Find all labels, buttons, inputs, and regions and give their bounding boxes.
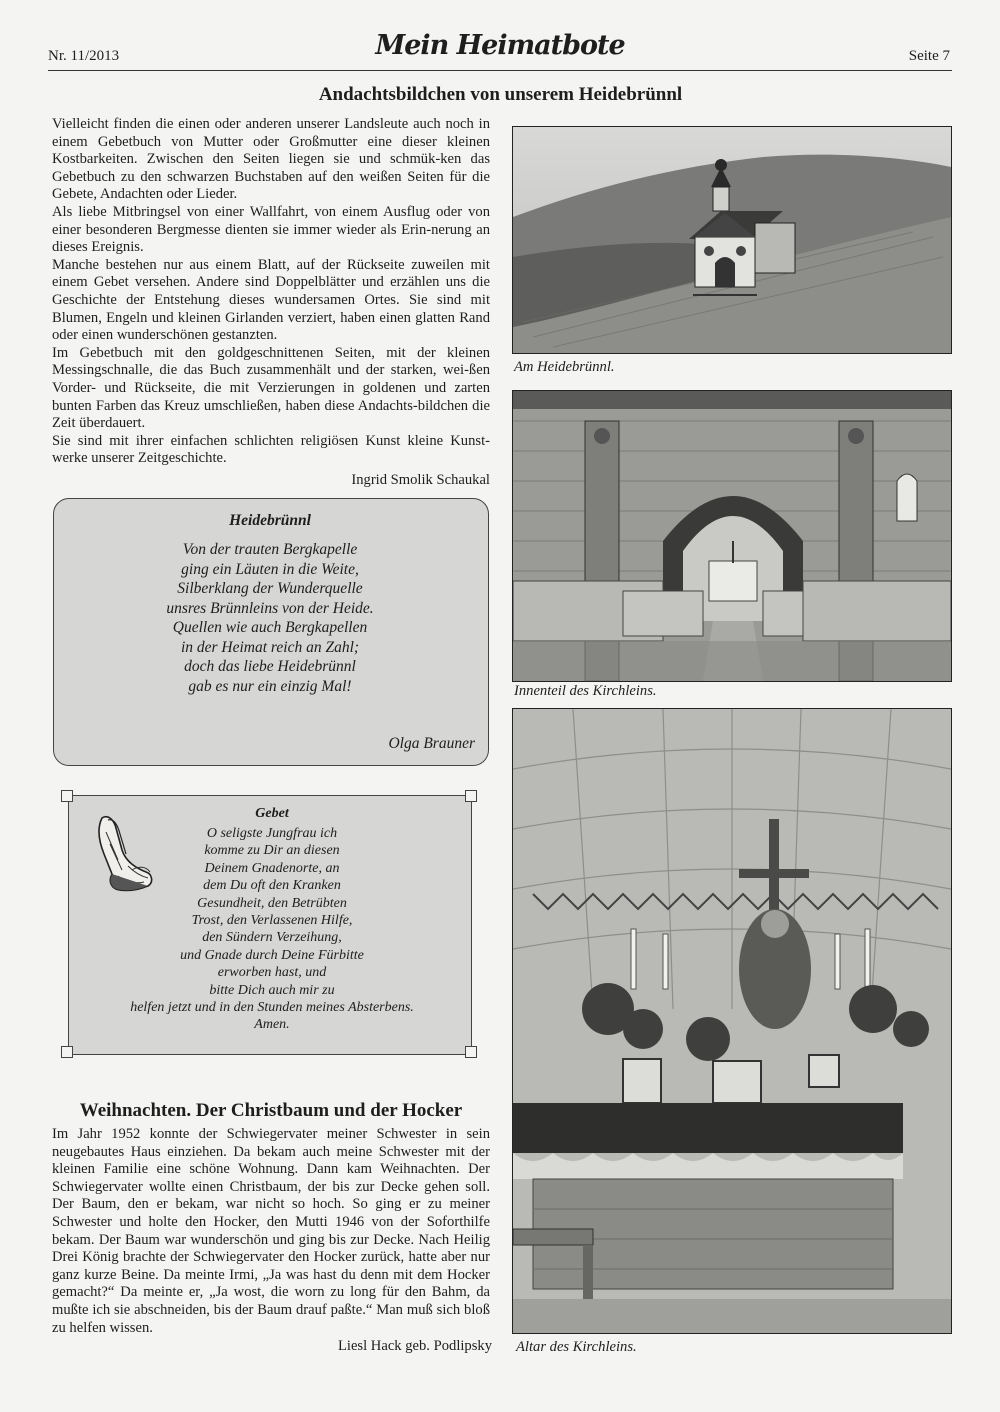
poem-line: Silberklang der Wunderquelle bbox=[177, 580, 363, 597]
poem-line: ging ein Läuten in die Weite, bbox=[181, 560, 359, 578]
poem-title: Heidebrünnl bbox=[229, 512, 311, 529]
box-corner-ornament bbox=[465, 790, 477, 802]
prayer-line: erworben hast, und bbox=[217, 965, 327, 981]
prayer-line: und Gnade durch Deine Fürbitte bbox=[180, 947, 364, 963]
article1-title: Andachtsbildchen von unserem Heidebrünnl bbox=[318, 84, 683, 105]
photo2-caption: Innenteil des Kirchleins. bbox=[514, 683, 657, 699]
photo1-caption: Am Heidebrünnl. bbox=[514, 359, 615, 375]
poem-line: doch das liebe Heidebrünnl bbox=[184, 658, 356, 675]
article2-body: Im Jahr 1952 konnte der Schwiegervater meiner Schwester in sein neugebautes Haus einziehen. Da bekam auch meine Schwester mit der kleinen Familie eine schöne Wohnung. Dann kam Weihnachten. Der Schwiegervater wollte einen Christbaum, der bis zur Decke gehen soll. Der Baum, den er bekam, war nicht so hoch. So ging er zu meiner Schwester und holte den Hocker, den Mutti 1946 von der Soforthilfe bekam. Der Baum war wunderschön und ging bis zur Decke. Nach Heilig Drei König brachte der Schwiegervater den Hocker zurück, hatte aber nur ganz kurze Beine. Da meinte Irmi, „Ja was hast du denn mit dem Hocker gemacht?“ Da meinte er, „Ja wost, die worn zu long für den Bahm, da mußte ich sie abschneiden, bis der Baum drauf paßte.“ Man muß sich bloß zu helfen wissen. bbox=[52, 1126, 490, 1336]
box-corner-ornament bbox=[61, 790, 73, 802]
prayer-line: Amen. bbox=[254, 1017, 290, 1033]
prayer-line: helfen jetzt und in den Stunden meines Absterbens. bbox=[130, 1000, 414, 1016]
article2-title: Weihnachten. Der Christbaum und der Hocker bbox=[79, 1100, 463, 1121]
article1-author: Ingrid Smolik Schaukal bbox=[351, 471, 490, 488]
chapel-hillside-photo bbox=[512, 126, 952, 354]
article1-paragraph: Manche bestehen nur aus einem Blatt, auf der Rückseite zuweilen mit einem Gebet versehen. Andere sind Doppelblätter und erzählen uns die Geschichte der Entstehung dieses wundersamen Ortes. Sie sind mit Blumen, Engeln und kleinen Girlanden verziert, haben einen glatten Rand oder einen wunderschönen gestanzten. bbox=[52, 256, 490, 344]
prayer-line: bitte Dich auch mir zu bbox=[209, 982, 335, 998]
poem-line: Quellen wie auch Bergkapellen bbox=[172, 619, 368, 636]
article1-paragraph: Vielleicht finden die einen oder anderen unserer Landsleute auch noch in einem Gebetbuch von Mutter oder Großmutter eine dieser kleinen Kostbarkeiten. Zwischen den Seiten liegen sie und schmük-ken das Gebetbuch zu den schwarzen Buchstaben auf den weißen Seiten für die Gebete, Andachten oder Lieder. bbox=[52, 116, 490, 203]
poem-line: Von der trauten Bergkapelle bbox=[182, 541, 358, 558]
article1-paragraph: Im Gebetbuch mit den goldgeschnittenen Seiten, mit der kleinen Messingschnalle, die das Buch zusammenhält und der starken, wei-ßen Vorder- und Rückseite, die mit Verzierungen in goldenen und zarten bunten Farben das Kreuz umschließen, haben diese Andachts-bildchen die Zeit überdauert. bbox=[52, 344, 490, 432]
prayer-line: den Sündern Verzeihung, bbox=[202, 930, 342, 946]
box-corner-ornament bbox=[465, 1046, 477, 1058]
article1-paragraph: Sie sind mit ihrer einfachen schlichten religiösen Kunst kleine Kunst-werke unserer Zeitgeschichte. bbox=[52, 432, 490, 467]
masthead-logo: Mein Heimatbote bbox=[375, 30, 625, 61]
header-rule bbox=[48, 70, 952, 71]
prayer-line: Deinem Gnadenorte, an bbox=[204, 860, 340, 876]
altar-photo bbox=[512, 708, 952, 1334]
article1-body bbox=[52, 116, 490, 489]
prayer-title: Gebet bbox=[255, 806, 289, 821]
poem-line: unsres Brünnleins von der Heide. bbox=[166, 599, 374, 617]
prayer-line: Trost, den Verlassenen Hilfe, bbox=[191, 913, 353, 929]
issue-number: Nr. 11/2013 bbox=[48, 48, 120, 64]
prayer-line: komme zu Dir an diesen bbox=[204, 843, 340, 859]
poem-line: gab es nur ein einzig Mal! bbox=[188, 677, 352, 695]
prayer-line: Gesundheit, den Betrübten bbox=[197, 895, 347, 911]
poem-author: Olga Brauner bbox=[388, 735, 475, 752]
prayer-line: O seligste Jungfrau ich bbox=[206, 826, 338, 841]
poem-lines bbox=[53, 540, 487, 696]
prayer-line: dem Du oft den Kranken bbox=[203, 878, 341, 894]
page-number: Seite 7 bbox=[908, 48, 950, 64]
photo3-caption: Altar des Kirchleins. bbox=[516, 1339, 637, 1355]
poem-line: in der Heimat reich an Zahl; bbox=[180, 638, 360, 656]
article1-paragraph: Als liebe Mitbringsel von einer Wallfahrt, von einem Ausflug oder von einer besonderen Bergmesse dienten sie immer wieder als Erin-nerung an dieses Ereignis. bbox=[52, 203, 490, 256]
church-interior-photo bbox=[512, 390, 952, 682]
article2-author: Liesl Hack geb. Podlipsky bbox=[337, 1338, 492, 1354]
box-corner-ornament bbox=[61, 1046, 73, 1058]
prayer-lines bbox=[62, 825, 482, 1034]
